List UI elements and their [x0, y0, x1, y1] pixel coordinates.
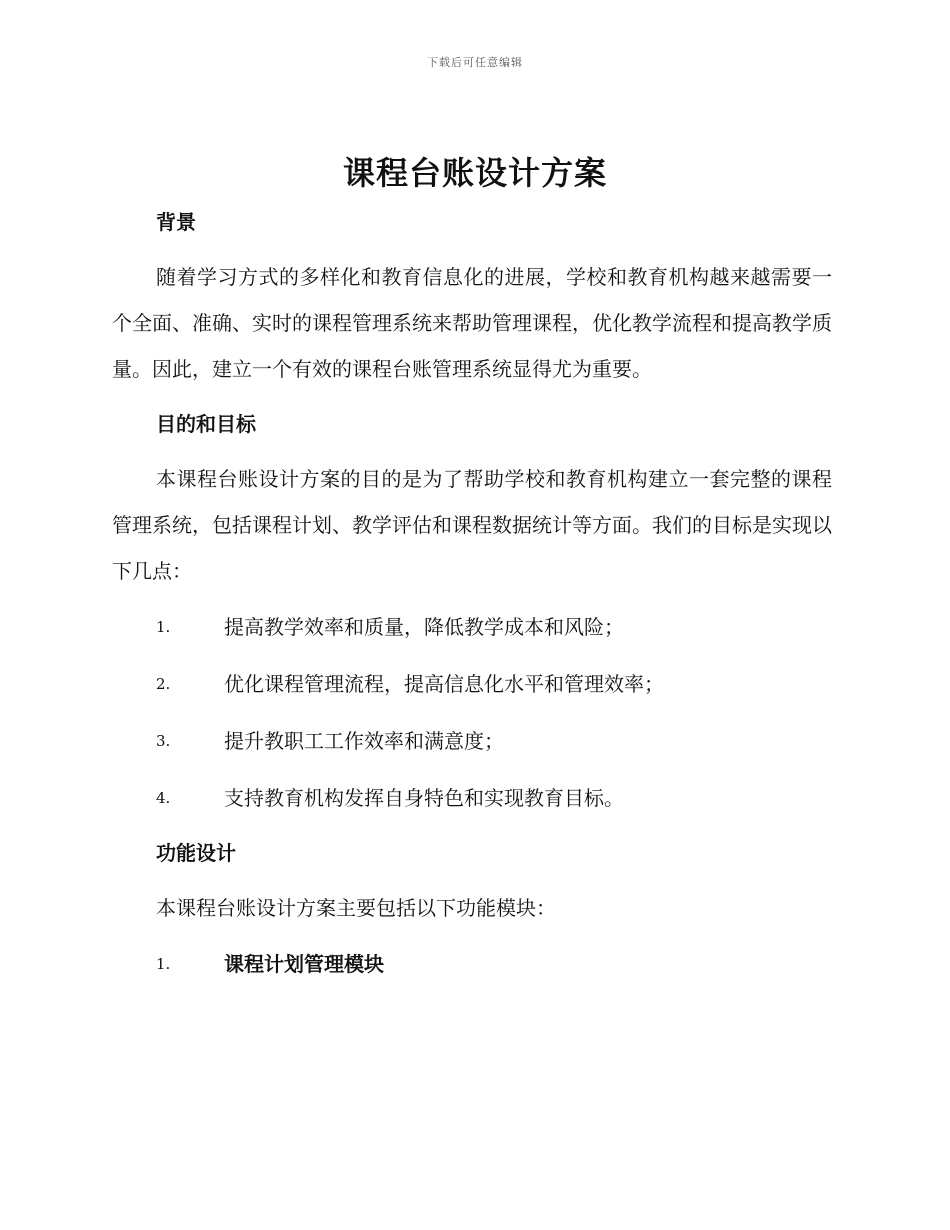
section-heading-features: 功能设计	[156, 841, 236, 865]
header-note: 下载后可任意编辑	[427, 56, 523, 69]
list-item	[112, 941, 832, 987]
list-item-text: 课程计划管理模块	[224, 952, 384, 976]
list-item-number: 2.	[156, 675, 171, 693]
list-item-number: 1.	[156, 955, 171, 973]
list-item	[112, 604, 832, 650]
goals-paragraph: 本课程台账设计方案的目的是为了帮助学校和教育机构建立一套完整的课程管理系统，包括课程计划、教学评估和课程数据统计等方面。我们的目标是实现以下几点：	[112, 467, 832, 583]
list-item-text: 提升教职工工作效率和满意度；	[224, 729, 504, 753]
list-item	[112, 775, 832, 821]
features-list	[112, 941, 832, 987]
list-item	[112, 661, 832, 707]
list-item-text: 提高教学效率和质量，降低教学成本和风险；	[224, 615, 624, 639]
list-item-number: 3.	[156, 732, 171, 750]
document-title: 课程台账设计方案	[342, 154, 607, 192]
goals-list	[112, 604, 832, 821]
list-item-text: 支持教育机构发挥自身特色和实现教育目标。	[224, 786, 624, 810]
list-item-number: 1.	[156, 618, 171, 636]
list-item-number: 4.	[156, 789, 171, 807]
list-item-text: 优化课程管理流程，提高信息化水平和管理效率；	[224, 672, 664, 696]
section-heading-goals: 目的和目标	[156, 412, 256, 436]
list-item	[112, 718, 832, 764]
section-heading-background: 背景	[156, 210, 196, 234]
features-paragraph: 本课程台账设计方案主要包括以下功能模块：	[156, 896, 556, 920]
document-body	[112, 200, 832, 987]
background-paragraph: 随着学习方式的多样化和教育信息化的进展，学校和教育机构越来越需要一个全面、准确、实时的课程管理系统来帮助管理课程，优化教学流程和提高教学质量。因此，建立一个有效的课程台账管理系统显得尤为重要。	[112, 265, 832, 381]
